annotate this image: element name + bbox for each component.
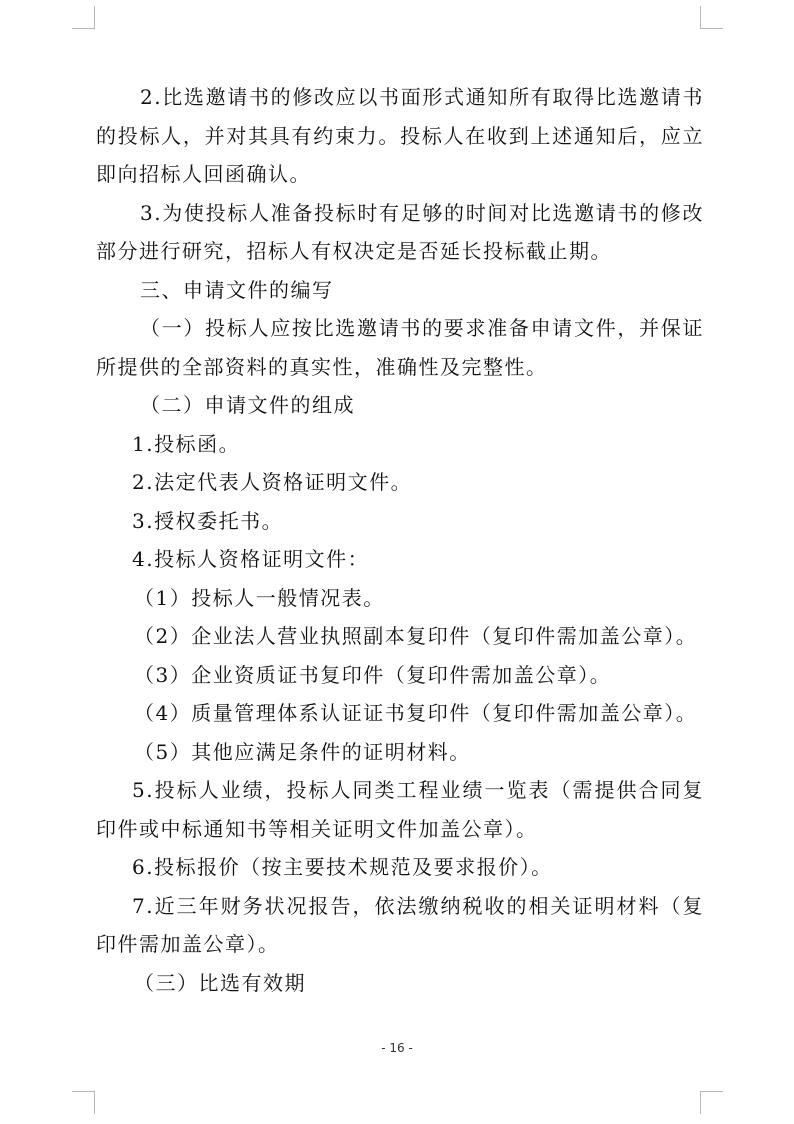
paragraph-prepare-documents: （一）投标人应按比选邀请书的要求准备申请文件，并保证所提供的全部资料的真实性，准确性及完整性。: [96, 316, 704, 379]
list-item: 4.投标人资格证明文件：: [132, 547, 370, 571]
list-item: 6.投标报价（按主要技术规范及要求报价）。: [132, 855, 553, 879]
list-item: 1.投标函。: [132, 431, 241, 456]
subsection-heading-3: （三）比选有效期: [134, 970, 306, 995]
page-number: - 16 -: [381, 1041, 413, 1055]
list-item: 2.法定代表人资格证明文件。: [132, 470, 413, 494]
crop-mark-top-left: [72, 6, 95, 29]
subsection-heading-2: （二）申请文件的组成: [140, 393, 355, 417]
document-body: [96, 78, 704, 1002]
paragraph-deadline-extension: 3.为使投标人准备投标时有足够的时间对比选邀请书的修改部分进行研究，招标人有权决定是否延长投标截止期。: [96, 200, 704, 263]
sub-list-item: （1）投标人一般情况表。: [134, 585, 385, 610]
sub-list-item: （4）质量管理体系认证证书复印件（复印件需加盖公章）。: [134, 701, 698, 725]
sub-list-item: （3）企业资质证书复印件（复印件需加盖公章）。: [134, 662, 612, 687]
crop-mark-top-right: [700, 6, 723, 29]
sub-list-item: （5）其他应满足条件的证明材料。: [134, 739, 471, 764]
section-heading-3: 三、申请文件的编写: [140, 277, 334, 302]
crop-mark-bottom-right: [700, 1091, 723, 1114]
list-item: 5.投标人业绩，投标人同类工程业绩一览表（需提供合同复印件或中标通知书等相关证明文件加盖公章）。: [96, 778, 704, 841]
sub-list-item: （2）企业法人营业执照副本复印件（复印件需加盖公章）。: [134, 624, 698, 648]
list-item: 7.近三年财务状况报告，依法缴纳税收的相关证明材料（复印件需加盖公章）。: [96, 893, 704, 956]
paragraph-notice-amendment: 2.比选邀请书的修改应以书面形式通知所有取得比选邀请书的投标人，并对其具有约束力。投标人在收到上述通知后，应立即向招标人回函确认。: [96, 85, 704, 186]
crop-mark-bottom-left: [72, 1091, 95, 1114]
list-item: 3.授权委托书。: [132, 508, 284, 533]
